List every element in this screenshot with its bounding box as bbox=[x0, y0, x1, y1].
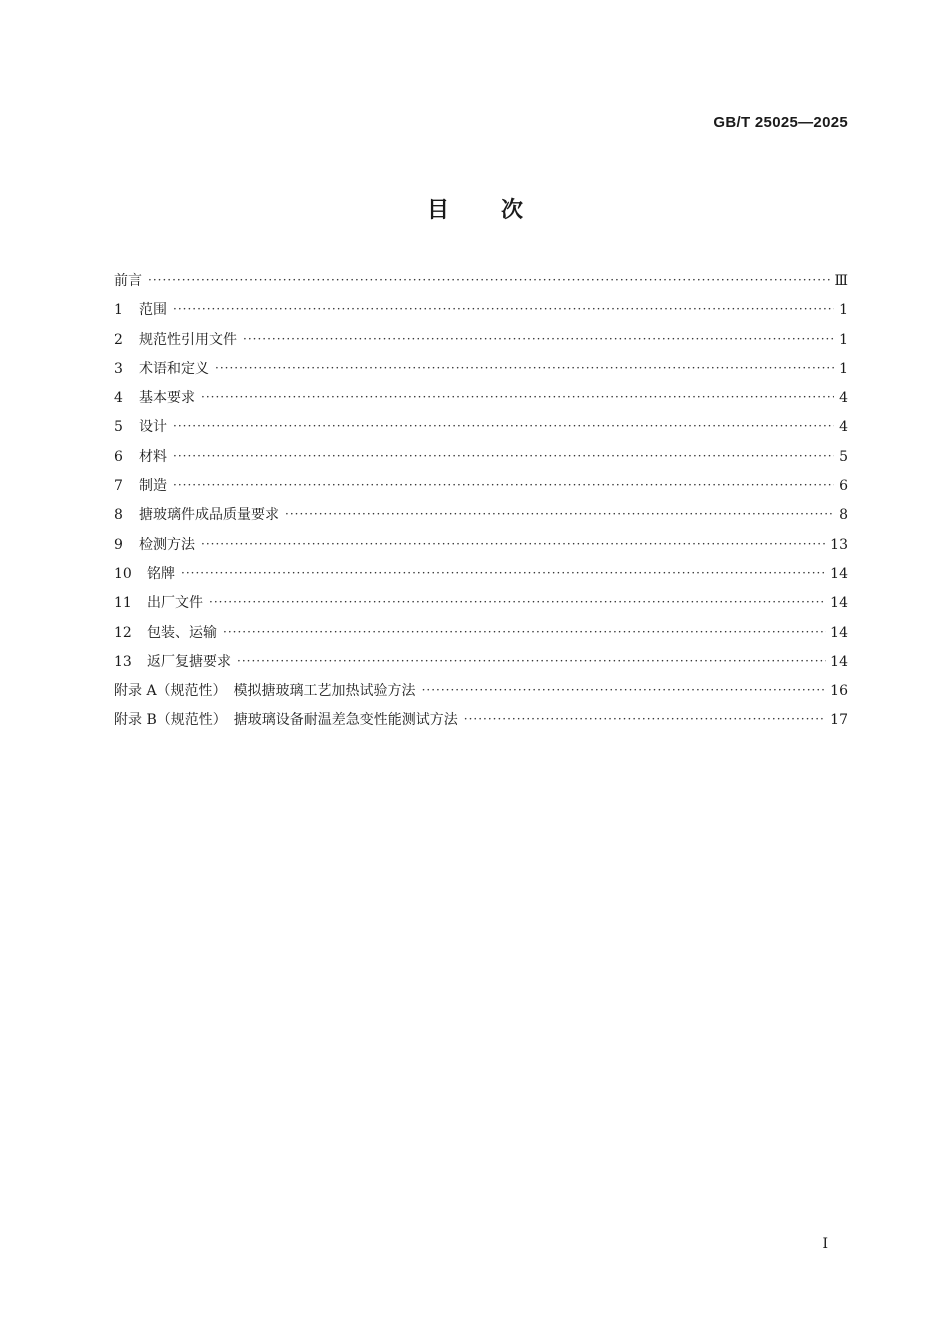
toc-entry-foreword[interactable] bbox=[114, 270, 848, 299]
toc-entry-label: 材料 bbox=[139, 448, 167, 465]
toc-title: 目次 bbox=[426, 198, 575, 223]
toc-entry-label: 术语和定义 bbox=[139, 360, 209, 377]
toc-leader-dots bbox=[148, 273, 830, 287]
toc-leader-dots bbox=[285, 507, 834, 521]
toc-entry-number: 2 bbox=[114, 331, 123, 348]
toc-leader-dots bbox=[173, 449, 834, 463]
toc-entry-label: 搪玻璃件成品质量要求 bbox=[139, 507, 279, 524]
toc-entry-4[interactable] bbox=[114, 387, 848, 416]
toc-leader-dots bbox=[173, 419, 834, 433]
toc-entry-label: 检测方法 bbox=[139, 536, 195, 553]
toc-leader-dots bbox=[173, 302, 834, 316]
toc-entry-number: 7 bbox=[114, 478, 123, 495]
toc-leader-dots bbox=[223, 625, 826, 639]
toc-entry-6[interactable] bbox=[114, 446, 848, 475]
toc-entry-7[interactable] bbox=[114, 475, 848, 504]
toc-entry-12[interactable] bbox=[114, 622, 848, 651]
toc-leader-dots bbox=[464, 712, 826, 726]
toc-entry-5[interactable] bbox=[114, 416, 848, 445]
toc-entry-number: 6 bbox=[114, 448, 123, 465]
toc-entry-number: 3 bbox=[114, 360, 123, 377]
toc-entry-page: Ⅲ bbox=[834, 273, 848, 289]
toc-entry-page: 14 bbox=[830, 565, 848, 582]
toc-leader-dots bbox=[201, 390, 834, 404]
toc-entry-annex-a[interactable] bbox=[114, 680, 848, 709]
toc-entry-3[interactable] bbox=[114, 358, 848, 387]
toc-leader-dots bbox=[237, 654, 826, 668]
toc-entry-page: 4 bbox=[839, 419, 848, 436]
toc-entry-number: 10 bbox=[114, 565, 132, 582]
toc-entry-9[interactable] bbox=[114, 534, 848, 563]
toc-entry-page: 8 bbox=[839, 507, 848, 524]
toc-leader-dots bbox=[181, 566, 826, 580]
toc-leader-dots bbox=[215, 361, 834, 375]
toc-entry-page: 14 bbox=[830, 653, 848, 670]
toc-entry-page: 17 bbox=[830, 712, 848, 729]
standard-code: GB/T 25025—2025 bbox=[713, 114, 848, 131]
toc-entry-label: 附录 A（规范性） 模拟搪玻璃工艺加热试验方法 bbox=[114, 683, 416, 700]
toc-entry-label: 前言 bbox=[114, 273, 142, 289]
toc-entry-number: 11 bbox=[114, 595, 132, 612]
toc-entry-label: 包装、运输 bbox=[147, 624, 217, 641]
toc-entry-2[interactable] bbox=[114, 329, 848, 358]
toc-leader-dots bbox=[201, 537, 826, 551]
toc-entry-label: 附录 B（规范性） 搪玻璃设备耐温差急变性能测试方法 bbox=[114, 712, 458, 729]
toc-entry-13[interactable] bbox=[114, 651, 848, 680]
toc-entry-number: 4 bbox=[114, 390, 123, 407]
toc-entry-page: 1 bbox=[839, 360, 848, 377]
toc-leader-dots bbox=[422, 683, 827, 697]
toc-leader-dots bbox=[173, 478, 834, 492]
toc-entry-number: 12 bbox=[114, 624, 132, 641]
toc-entry-number: 9 bbox=[114, 536, 123, 553]
toc-entry-page: 16 bbox=[830, 683, 848, 700]
toc-entry-label: 规范性引用文件 bbox=[139, 331, 237, 348]
page-number: Ⅰ bbox=[822, 1236, 828, 1252]
toc-entry-page: 1 bbox=[839, 302, 848, 319]
toc-entry-label: 出厂文件 bbox=[147, 595, 203, 612]
toc-entry-label: 制造 bbox=[139, 478, 167, 495]
table-of-contents bbox=[114, 270, 848, 739]
toc-entry-number: 1 bbox=[114, 302, 123, 319]
toc-entry-page: 4 bbox=[839, 390, 848, 407]
toc-entry-page: 1 bbox=[839, 331, 848, 348]
toc-entry-annex-b[interactable] bbox=[114, 709, 848, 738]
toc-entry-page: 6 bbox=[839, 478, 848, 495]
toc-entry-page: 5 bbox=[839, 448, 848, 465]
toc-entry-label: 铭牌 bbox=[147, 565, 175, 582]
toc-entry-label: 设计 bbox=[139, 419, 167, 436]
toc-entry-number: 13 bbox=[114, 653, 132, 670]
toc-entry-11[interactable] bbox=[114, 592, 848, 621]
toc-entry-page: 13 bbox=[830, 536, 848, 553]
toc-entry-page: 14 bbox=[830, 624, 848, 641]
toc-entry-number: 8 bbox=[114, 507, 123, 524]
toc-entry-8[interactable] bbox=[114, 504, 848, 533]
toc-entry-number: 5 bbox=[114, 419, 123, 436]
toc-entry-1[interactable] bbox=[114, 299, 848, 328]
toc-entry-label: 范围 bbox=[139, 302, 167, 319]
toc-entry-10[interactable] bbox=[114, 563, 848, 592]
toc-leader-dots bbox=[209, 595, 826, 609]
toc-entry-label: 返厂复搪要求 bbox=[147, 653, 231, 670]
toc-entry-label: 基本要求 bbox=[139, 390, 195, 407]
toc-entry-page: 14 bbox=[830, 595, 848, 612]
toc-leader-dots bbox=[243, 332, 834, 346]
